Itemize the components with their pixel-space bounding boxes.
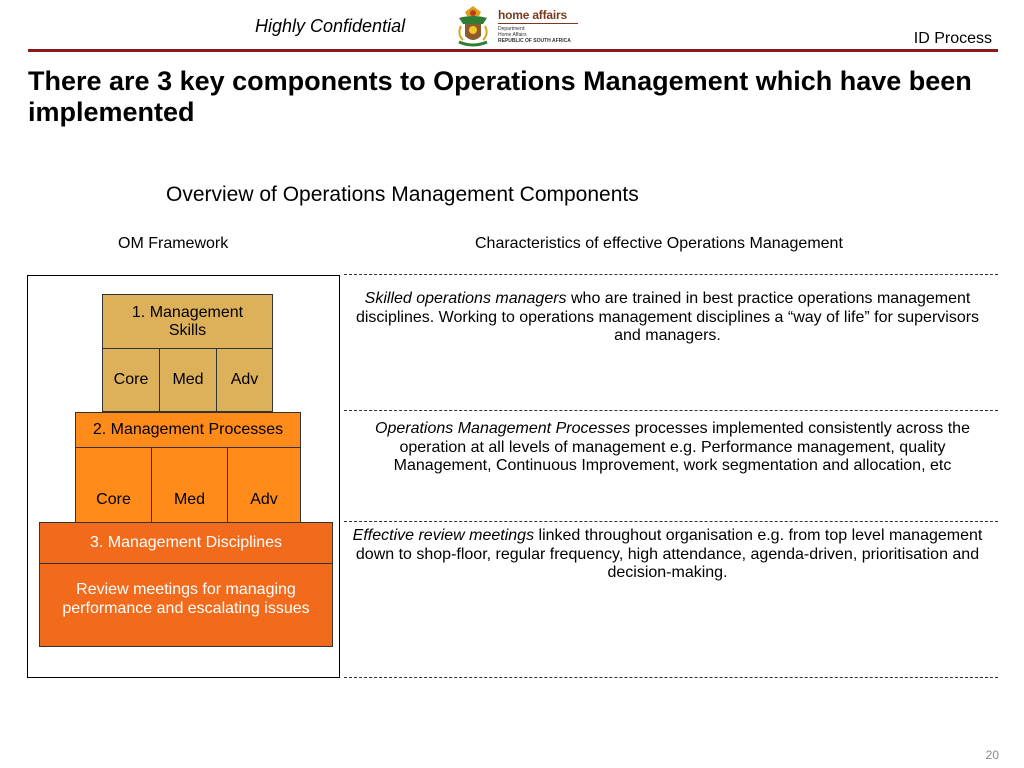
dashed-divider-1 <box>344 274 998 275</box>
tier2-core-cell: Core <box>75 447 152 524</box>
characteristic-text: who are trained in best practice operations management disciplines. Working to operations management disciplines a “way of life” for supervisors and managers. <box>355 290 980 344</box>
home-affairs-logo <box>453 4 583 50</box>
logo-main-text: home affairs <box>498 8 567 22</box>
characteristic-skills <box>350 290 985 346</box>
characteristic-reviews <box>350 527 985 583</box>
overview-heading: Overview of Operations Management Components <box>166 183 639 206</box>
tier1-med-cell: Med <box>159 348 217 412</box>
tier1-header: 1. Management Skills <box>102 294 273 349</box>
logo-sub-line1: Department: <box>498 26 526 32</box>
tier1-core-cell: Core <box>102 348 160 412</box>
characteristic-lead: Effective review meetings <box>352 527 535 544</box>
dashed-divider-4 <box>344 677 998 678</box>
logo-sub-line3: REPUBLIC OF SOUTH AFRICA <box>498 38 571 44</box>
tier2-adv-cell: Adv <box>227 447 301 524</box>
characteristic-processes <box>355 420 990 476</box>
dashed-divider-3 <box>344 521 998 522</box>
characteristic-lead: Skilled operations managers <box>364 290 567 307</box>
characteristics-column-heading: Characteristics of effective Operations Management <box>475 235 843 252</box>
confidentiality-label: Highly Confidential <box>255 16 406 36</box>
dashed-divider-2 <box>344 410 998 411</box>
tier3-detail: Review meetings for managing performance and escalating issues <box>39 563 333 647</box>
coat-of-arms-icon <box>453 4 493 50</box>
logo-divider <box>498 23 578 24</box>
tier1-adv-cell: Adv <box>216 348 273 412</box>
tier2-med-cell: Med <box>151 447 228 524</box>
page-number: 20 <box>985 748 999 762</box>
tier3-header: 3. Management Disciplines <box>39 522 333 564</box>
process-label: ID Process <box>913 30 992 47</box>
characteristic-text: processes implemented consistently across the operation at all levels of management e.g. Performance management, quality Management, Continuous Improvement, work segmentation and allocation, etc <box>393 420 970 474</box>
framework-column-heading: OM Framework <box>118 235 229 252</box>
header-rule <box>28 49 998 52</box>
slide-title: There are 3 key components to Operations Management which have been implemented <box>28 66 972 127</box>
tier2-header: 2. Management Processes <box>75 412 301 448</box>
characteristic-text: linked throughout organisation e.g. from top level management down to shop-floor, regular frequency, high attendance, agenda-driven, prioritisation and decision-making. <box>355 527 983 581</box>
logo-sub-line2: Home Affairs <box>498 32 527 38</box>
characteristic-lead: Operations Management Processes <box>375 420 631 437</box>
